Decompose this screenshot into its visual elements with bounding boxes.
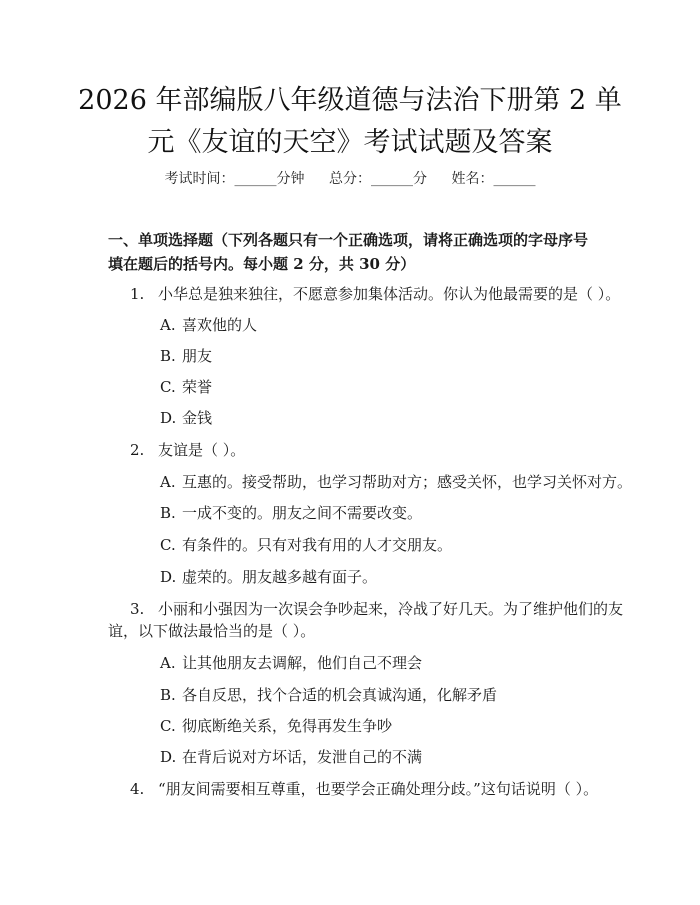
option-text: 在背后说对方坏话，发泄自己的不满 <box>182 748 423 766</box>
option-text: 朋友 <box>182 347 213 365</box>
option-label: C. <box>160 378 176 396</box>
option-text: 荣誉 <box>182 378 213 396</box>
question-number: 3. <box>130 600 145 618</box>
option-label: C. <box>160 717 176 735</box>
option-label: A. <box>160 654 176 672</box>
exam-meta <box>0 168 700 188</box>
option-3d <box>160 747 422 767</box>
option-3a <box>160 653 422 673</box>
option-label: C. <box>160 536 176 554</box>
option-text: 喜欢他的人 <box>182 316 258 334</box>
option-text: 各自反思，找个合适的机会真诚沟通，化解矛盾 <box>182 686 498 704</box>
option-2d <box>160 567 377 587</box>
option-text: 彻底断绝关系，免得再发生争吵 <box>182 717 393 735</box>
section-heading: 一、单项选择题（下列各题只有一个正确选项，请将正确选项的字母序号填在题后的括号内。每小题 2 分，共 30 分） <box>108 231 589 273</box>
option-text: 互惠的。接受帮助，也学习帮助对方；感受关怀，也学习关怀对方。 <box>182 473 633 491</box>
option-2b <box>160 503 422 523</box>
option-text: 有条件的。只有对我有用的人才交朋友。 <box>182 536 453 554</box>
option-text: 一成不变的。朋友之间不需要改变。 <box>182 504 423 522</box>
option-text: 虚荣的。朋友越多越有面子。 <box>182 568 378 586</box>
exam-title <box>40 80 660 164</box>
question-text-line-1: 小丽和小强因为一次误会争吵起来，冷战了好几天。为了维护他们的友 <box>158 600 624 618</box>
question-number: 2. <box>130 441 145 459</box>
question-number: 4. <box>130 780 145 798</box>
option-label: D. <box>160 409 177 427</box>
option-1d <box>160 408 212 428</box>
option-text: 让其他朋友去调解，他们自己不理会 <box>182 654 423 672</box>
question-3-continued: 谊，以下做法最恰当的是（ ）。 <box>108 622 316 640</box>
option-1b <box>160 346 212 366</box>
option-2c <box>160 535 452 555</box>
option-label: B. <box>160 504 176 522</box>
option-label: A. <box>160 473 176 491</box>
question-3 <box>130 599 623 619</box>
question-text: 友谊是（ ）。 <box>158 441 246 459</box>
option-text: 金钱 <box>182 409 213 427</box>
question-2 <box>130 440 245 460</box>
option-label: B. <box>160 686 176 704</box>
option-label: B. <box>160 347 176 365</box>
total-score: 总分：______分 <box>329 171 427 187</box>
question-text: 小华总是独来独往，不愿意参加集体活动。你认为他最需要的是（ ）。 <box>158 285 621 303</box>
option-3b <box>160 685 497 705</box>
question-text: “朋友间需要相互尊重，也要学会正确处理分歧。”这句话说明（ ）。 <box>158 780 599 798</box>
option-label: D. <box>160 748 177 766</box>
option-1c <box>160 377 212 397</box>
option-label: A. <box>160 316 176 334</box>
exam-time: 考试时间：______分钟 <box>164 171 305 187</box>
option-3c <box>160 716 392 736</box>
question-1 <box>130 284 620 304</box>
student-name: 姓名：______ <box>451 171 536 187</box>
option-1a <box>160 315 257 335</box>
option-label: D. <box>160 568 177 586</box>
option-2a <box>160 472 632 492</box>
title-line-1: 2026 年部编版八年级道德与法治下册第 2 单 <box>78 85 622 116</box>
question-4 <box>130 779 598 799</box>
title-line-2: 元《友谊的天空》考试试题及答案 <box>147 127 553 158</box>
question-number: 1. <box>130 285 145 303</box>
